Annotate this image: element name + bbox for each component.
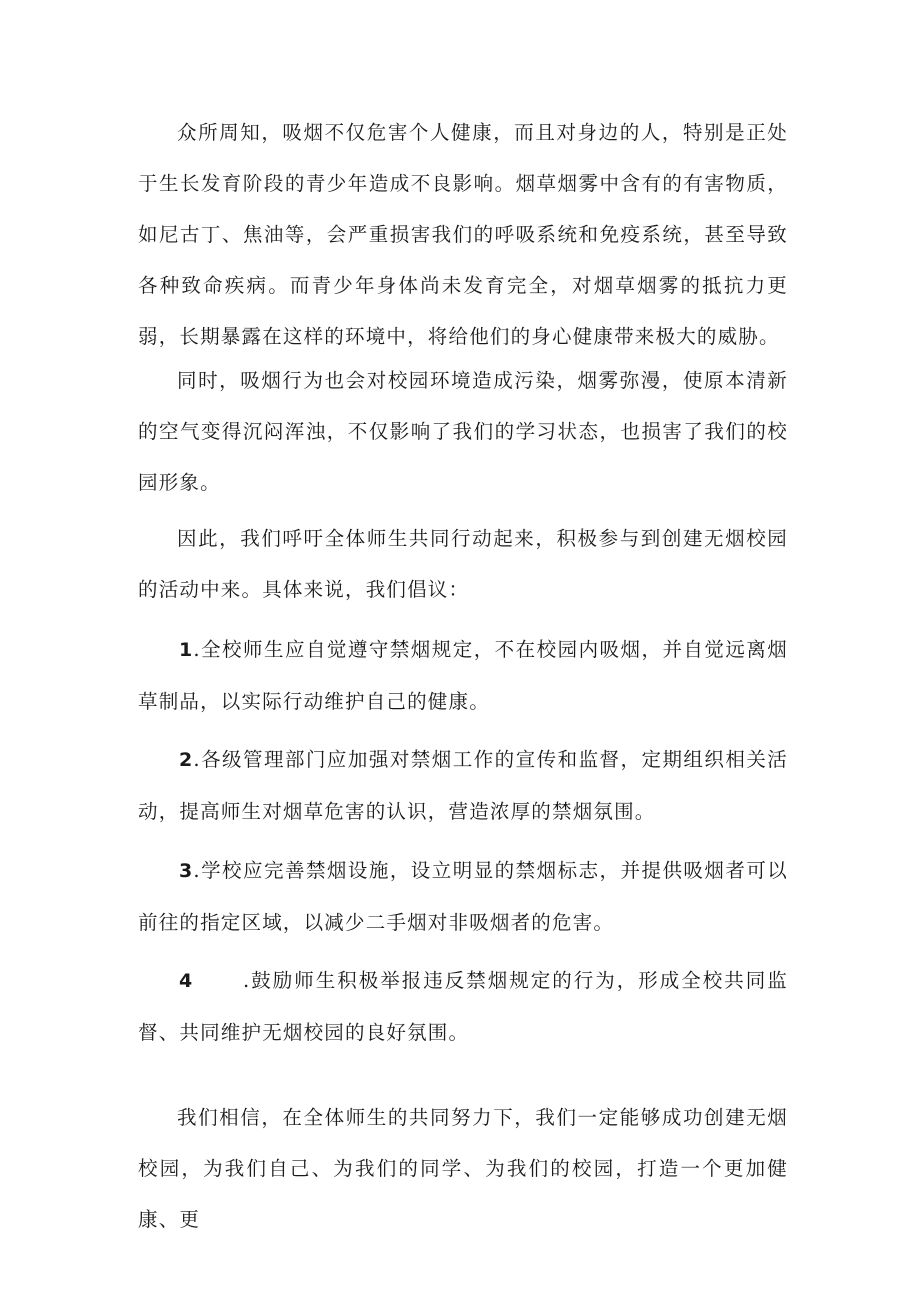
proposal-item-3 bbox=[138, 845, 788, 948]
proposal-item-4 bbox=[138, 955, 788, 1058]
proposal-text: .全校师生应自觉遵守禁烟规定，不在校园内吸烟，并自觉远离烟草制品，以实际行动维护自己的健康。 bbox=[138, 638, 788, 713]
proposal-text: .学校应完善禁烟设施，设立明显的禁烟标志，并提供吸烟者可以前往的指定区域，以减少二手烟对非吸烟者的危害。 bbox=[138, 859, 788, 934]
paragraph-call-to-action: 因此，我们呼吁全体师生共同行动起来，积极参与到创建无烟校园的活动中来。具体来说，我们倡议： bbox=[138, 527, 788, 601]
proposal-number: 3 bbox=[179, 860, 194, 882]
paragraph-campus-pollution: 同时，吸烟行为也会对校园环境造成污染，烟雾弥漫，使原本清新的空气变得沉闷浑浊，不仅影响了我们的学习状态，也损害了我们的校园形象。 bbox=[138, 369, 788, 494]
proposal-item-1 bbox=[138, 624, 788, 727]
paragraph-health-harm: 众所周知，吸烟不仅危害个人健康，而且对身边的人，特别是正处于生长发育阶段的青少年造成不良影响。烟草烟雾中含有的有害物质，如尼古丁、焦油等，会严重损害我们的呼吸系统和免疫系统，甚至导致各种致命疾病。而青少年身体尚未发育完全，对烟草烟雾的抵抗力更弱，长期暴露在这样的环境中，将给他们的身心健康带来极大的威胁。 bbox=[138, 121, 788, 348]
proposal-number: 1 bbox=[179, 639, 194, 661]
proposal-text: .鼓励师生积极举报违反禁烟规定的行为，形成全校共同监督、共同维护无烟校园的良好氛围。 bbox=[138, 969, 788, 1044]
paragraph-conclusion: 我们相信，在全体师生的共同努力下，我们一定能够成功创建无烟校园，为我们自己、为我们的同学、为我们的校园，打造一个更加健康、更 bbox=[138, 1106, 788, 1231]
proposal-number: 2 bbox=[179, 749, 194, 771]
proposal-item-2 bbox=[138, 734, 788, 837]
proposal-number: 4 bbox=[179, 970, 194, 992]
proposal-text: .各级管理部门应加强对禁烟工作的宣传和监督，定期组织相关活动，提高师生对烟草危害的认识，营造浓厚的禁烟氛围。 bbox=[138, 748, 788, 823]
